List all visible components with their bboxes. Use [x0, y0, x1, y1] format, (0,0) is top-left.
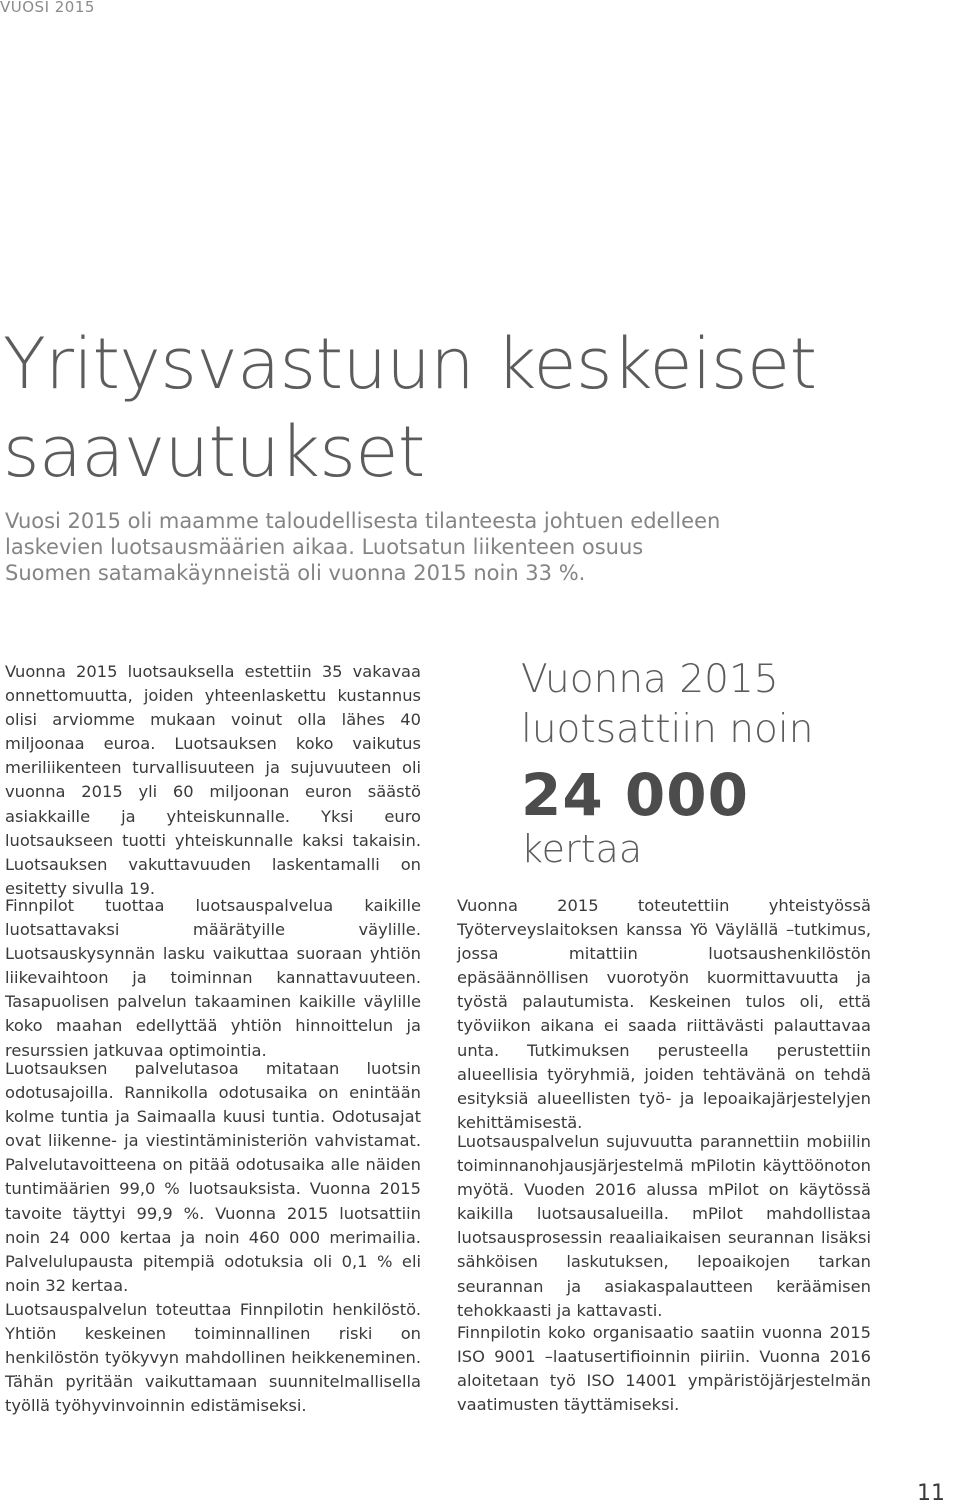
lead-paragraph: Vuosi 2015 oli maamme taloudellisesta tilanteesta johtuen edelleen laskevien luotsausmäärien aikaa. Luotsatun liikenteen osuus Suomen satamakäynneistä oli vuonna 2015 noin 33 %.: [5, 509, 721, 585]
highlight-box: [521, 655, 941, 871]
highlight-line-2: luotsattiin noin: [521, 707, 814, 752]
left-column-block-1: [5, 660, 421, 901]
right-paragraph-2: Luotsauspalvelun sujuvuutta parannettiin mobiilin toiminnanohjausjärjestelmä mPilotin käyttöönoton myötä. Vuoden 2016 alussa mPilot on käytössä kaikilla luotsausalueilla. mPilot mahdollistaa luotsausprosessin reaaliaikaisen seurannan lisäksi sähköisen laskutuksen, lepoaikojen tarkan seurannan ja asiakaspalautteen keräämisen tehokkaasti ja kattavasti.: [457, 1132, 871, 1320]
running-head: VUOSI 2015: [0, 0, 95, 16]
right-column-block-3: [457, 1321, 871, 1417]
right-paragraph-1: Vuonna 2015 toteutettiin yhteistyössä Työterveyslaitoksen kanssa Yö Väylällä –tutkimus, jossa mitattiin luotsaushenkilöstön epäsäännöllisen vuorotyön kuormittavuutta ja työstä palautumista. Keskeinen tulos oli, että työviikon aikana ei saada riittävästi palauttavaa unta. Tutkimuksen perusteella perustettiin alueellisia työryhmiä, joiden tehtävänä on tehdä esityksiä alueellisten työ- ja lepoaikajärjestelyjen kehittämisestä.: [457, 896, 871, 1132]
left-paragraph-1: Vuonna 2015 luotsauksella estettiin 35 vakavaa onnettomuutta, joiden yhteenlaskettu kustannus olisi arviomme mukaan voinut olla lähes 40 miljoonaa euroa. Luotsauksen koko vaikutus meriliikenteen turvallisuuteen ja sujuvuuteen oli vuonna 2015 yli 60 miljoonan euron säästö asiakkaille ja yhteiskunnalle. Yksi euro luotsaukseen tuotti yhteiskunnalle kaksi takaisin. Luotsauksen vakuttavuuden laskentamalli on esitetty sivulla 19.: [5, 662, 421, 898]
left-column-block-2: [5, 894, 421, 1063]
right-column-block-1: [457, 894, 871, 1135]
highlight-line-4: kertaa: [521, 827, 643, 871]
left-column-block-4: [5, 1298, 421, 1418]
left-paragraph-3: Luotsauksen palvelutasoa mitataan luotsin odotusajoilla. Rannikolla odotusaika on enintään kolme tuntia ja Saimaalla kuusi tuntia. Odotusajat ovat liikenne- ja viestintäministeriön vahvistamat. Palvelutavoitteena on pitää odotusaika alle näiden tuntimäärien 99,0 % luotsauksista. Vuonna 2015 tavoite täyttyi 99,9 %. Vuonna 2015 luotsattiin noin 24 000 kertaa ja noin 460 000 merimailia. Palvelulupausta pitempiä odotuksia oli 0,1 % eli noin 32 kertaa.: [5, 1059, 421, 1295]
title-line-1: Yritysvastuun keskeiset: [3, 323, 817, 405]
right-column-block-2: [457, 1130, 871, 1323]
left-paragraph-4: Luotsauspalvelun toteuttaa Finnpilotin henkilöstö. Yhtiön keskeinen toiminnallinen riski on henkilöstön työkyvyn mahdollinen heikkeneminen. Tähän pyritään vaikuttamaan suunnitelmallisella työllä työhyvinvoinnin edistämiseksi.: [5, 1300, 421, 1416]
highlight-number: 24 000: [521, 761, 749, 829]
left-column-block-3: [5, 1057, 421, 1298]
left-paragraph-2: Finnpilot tuottaa luotsauspalvelua kaikille luotsattavaksi määrätyille väylille. Luotsauskysynnän lasku vaikuttaa suoraan yhtiön liikevaihtoon ja toiminnan kannattavuuteen. Tasapuolisen palvelun takaaminen kaikille väylille koko maahan edellyttää yhtiön hinnoittelun ja resurssien jatkuvaa optimointia.: [5, 896, 421, 1060]
title-line-2: saavutukset: [3, 411, 425, 493]
page-number: 11: [917, 1481, 945, 1506]
highlight-line-1: Vuonna 2015: [521, 657, 779, 702]
right-paragraph-3: Finnpilotin koko organisaatio saatiin vuonna 2015 ISO 9001 –laatusertifioinnin piiriin. Vuonna 2016 aloitetaan työ ISO 14001 ympäristöjärjestelmän vaatimusten täyttämiseksi.: [457, 1323, 871, 1415]
page-title: [3, 320, 903, 496]
